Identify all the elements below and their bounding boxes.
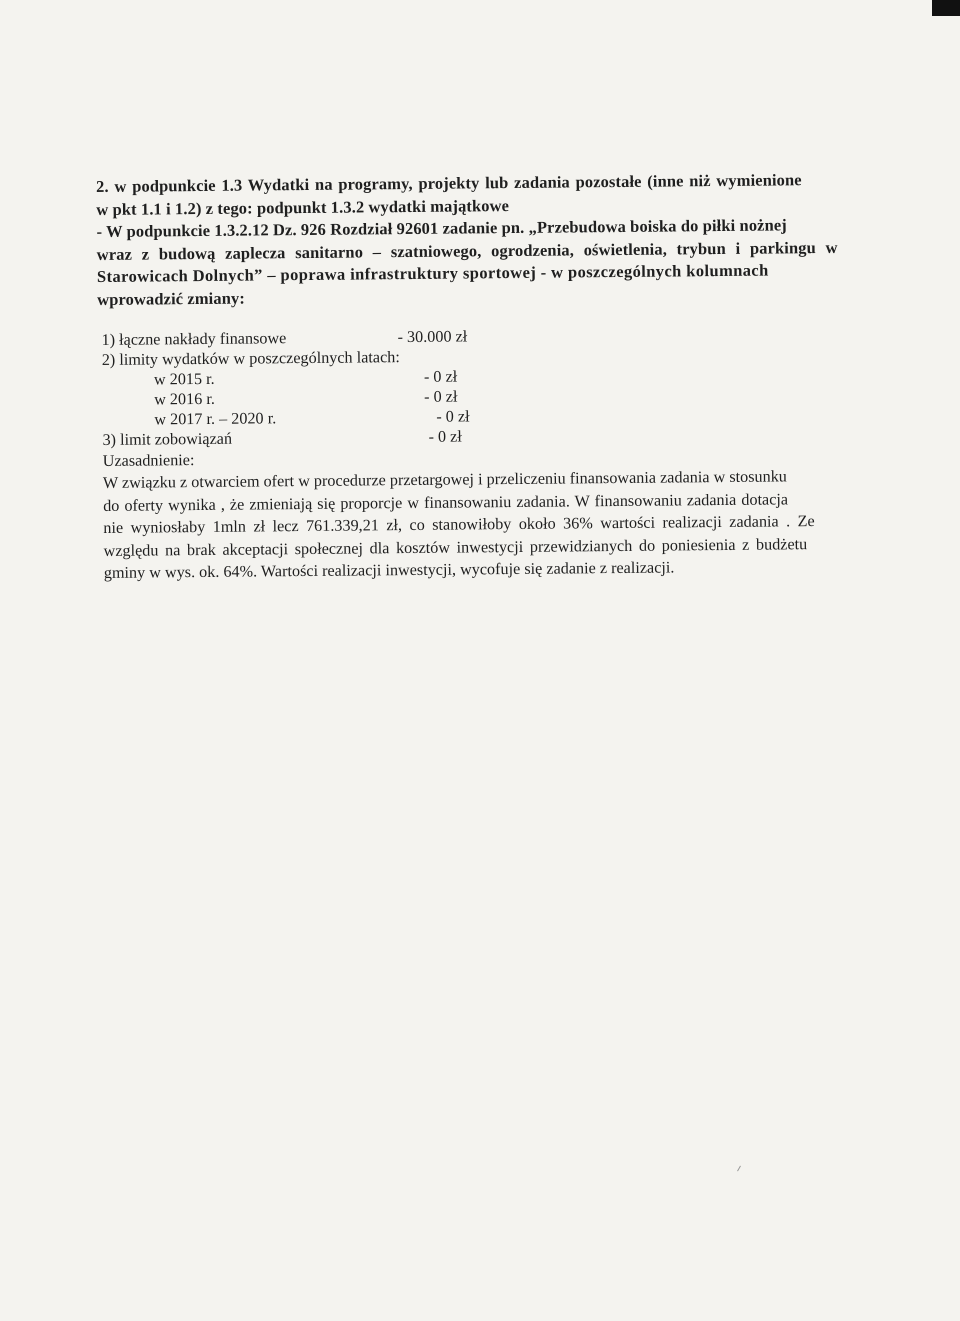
justification-line: gminy w wys. ok. 64%. Wartości realizacji inwestycji, wycofuje się zadanie z realizacji. (103, 558, 675, 582)
year-2016-value: - 0 zł (424, 387, 458, 406)
amount-list (97, 323, 838, 450)
heading-line: wraz z budową zaplecza sanitarno – szatniowego, ogrodzenia, oświetlenia, trybun i parkingu w (96, 237, 838, 264)
year-2017-2020-label: w 2017 r. – 2020 r. (154, 409, 277, 429)
document-page (96, 169, 840, 585)
justification-section (99, 443, 840, 585)
justification-line: do oferty wynika , że zmieniają się proporcje w finansowaniu zadania. W finansowaniu zadania dotacja (103, 490, 789, 515)
justification-line: nie wyniosłaby 1mln zł lecz 761.339,21 zł, co stanowiłoby około 36% wartości realizacji zadania . Ze (103, 512, 815, 538)
justification-line: względu na brak akceptacji społecznej dla kosztów inwestycji przewidzianych do poniesienia z budżetu (103, 534, 808, 560)
heading-line: 2. w podpunkcie 1.3 Wydatki na programy, projekty lub zadania pozostałe (inne niż wymienione (96, 170, 802, 196)
limits-header-label: 2) limity wydatków w poszczególnych latach: (101, 348, 400, 369)
year-2016-label: w 2016 r. (154, 389, 215, 409)
heading-line: Starowicach Dolnych” – poprawa infrastruktury sportowej - w poszczególnych kolumnach (96, 260, 769, 286)
financial-outlays-value: - 30.000 zł (397, 327, 468, 347)
justification-line: W związku z otwarciem ofert w procedurze przetargowej i przeliczeniu finansowania zadania w stosunku (102, 467, 787, 493)
year-2015-value: - 0 zł (423, 367, 458, 386)
justification-title: Uzasadnienie: (102, 451, 195, 470)
commitments-label: 3) limit zobowiązań (102, 429, 233, 449)
heading-line: - W podpunkcie 1.3.2.12 Dz. 926 Rozdział 92601 zadanie pn. „Przebudowa boiska do piłki nożnej (96, 215, 787, 241)
commitments-value: - 0 zł (428, 427, 462, 446)
year-2015-label: w 2015 r. (153, 369, 215, 389)
scan-edge-mark (932, 0, 960, 16)
amendment-heading (96, 169, 837, 311)
year-2017-2020-value: - 0 zł (436, 407, 470, 426)
heading-line: w pkt 1.1 i 1.2) z tego: podpunkt 1.3.2 wydatki majątkowe (96, 195, 510, 219)
financial-outlays-label: 1) łączne nakłady finansowe (101, 329, 287, 349)
stray-pen-mark (737, 1166, 741, 1172)
heading-line: wprowadzić zmiany: (97, 288, 245, 309)
